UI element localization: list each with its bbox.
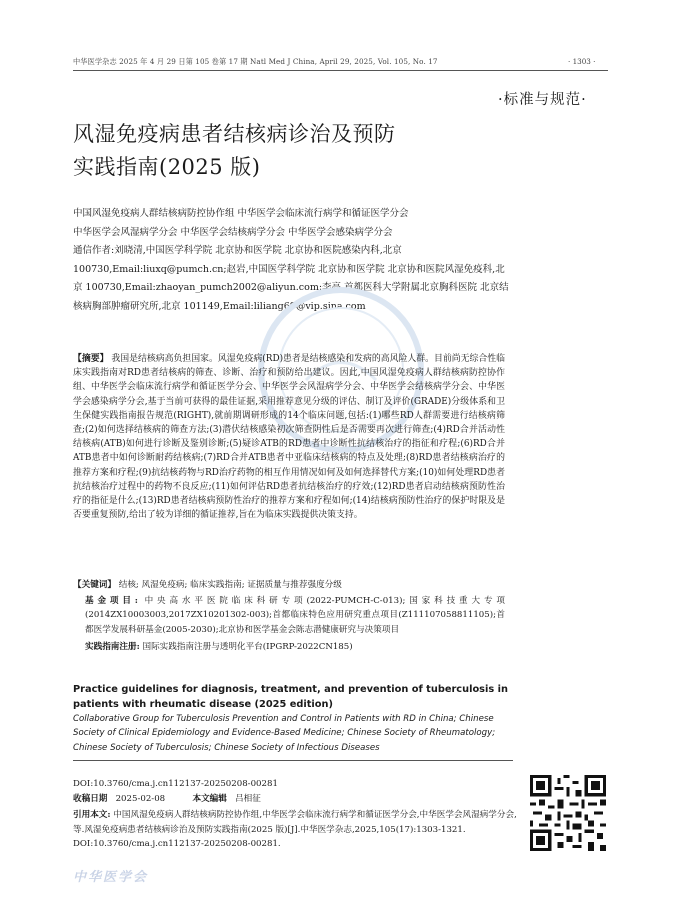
funding — [73, 594, 505, 637]
abstract — [73, 352, 505, 522]
editor-label: 本文编辑 — [192, 794, 227, 804]
header-rule — [73, 70, 608, 71]
author-groups-line-1: 中国风湿免疫病人群结核病防控协作组 中华医学会临床流行病学和循证医学分会 — [73, 208, 409, 219]
funding-label: 基金项目: — [85, 596, 138, 606]
registration-text: 国际实践指南注册与透明化平台(IPGRP-2022CN185) — [142, 642, 353, 652]
running-header: 中华医学杂志 2025 年 4 月 29 日第 105 卷第 17 期 Natl Med J China, April 29, 2025, Vol. 105, No. 17 — [73, 57, 438, 66]
article-title-line-1: 风湿免疫病患者结核病诊治及预防 — [73, 122, 396, 146]
keywords-label: 【关键词】 — [73, 580, 116, 590]
keywords — [73, 578, 505, 592]
english-authors: Collaborative Group for Tuberculosis Prevention and Control in Patients with RD in China; Chinese Society of Clinical Epidemiology and Evidence-Based Medicine; Chinese Society of Rheumatology; Chinese Society of Tuberculosis; Chinese Society of Infectious Diseases — [73, 714, 496, 753]
citation-text: 中国风湿免疫病人群结核病防控协作组,中华医学会临床流行病学和循证医学分会,中华医学会风湿病学分会,等.风湿免疫病患者结核病诊治及预防实践指南(2025 版)[J].中华医学杂志,2025,105(17):1303-1321. DOI:10.3760/cma.j.cn112137-20250208-00281. — [73, 810, 517, 850]
publisher-watermark-logo: 中华医学会 — [73, 870, 149, 885]
correspondence: 通信作者:刘晓清,中国医学科学院 北京协和医学院 北京协和医院感染内科,北京 100730,Email:liuxq@pumch.cn;赵岩,中国医学科学院 北京协和医学院 北京协和医院风湿免疫科,北京 100730,Email:zhaoyan_pumch2002@aliyun.com;李亮,首都医科大学附属北京胸科医院 北京结核病胸部肿瘤研究所,北京 101149,Email:liliang69@vip.sina.com — [73, 245, 509, 312]
registration — [73, 640, 505, 654]
received-label: 收稿日期 — [73, 794, 108, 804]
keywords-text: 结核; 风湿免疫病; 临床实践指南; 证据质量与推荐强度分级 — [118, 580, 342, 590]
received-line — [73, 792, 533, 807]
footer-rule — [73, 760, 513, 761]
author-groups-line-2: 中华医学会风湿病学分会 中华医学会结核病学分会 中华医学会感染病学分会 — [73, 226, 393, 238]
abstract-text: 我国是结核病高负担国家。风湿免疫病(RD)患者是结核感染和发病的高风险人群。目前尚无综合性临床实践指南对RD患者结核病的筛查、诊断、治疗和预防给出建议。因此,中国风湿免疫病人群结核病防控协作组、中华医学会临床流行病学和循证医学分会、中华医学会风湿病学分会、中华医学会结核病学分会、中华医学会感染病学分会,基于当前可获得的最佳证据,采用推荐意见分级的评估、制订及评价(GRADE)分级体系和卫生保健实践指南报告规范(RIGHT),就前期调研形成的14个临床问题,包括:(1)哪些RD人群需要进行结核病筛查;(2)如何选择结核病的筛查方法;(3)潜伏结核感染初次筛查阴性后是否需要再次进行筛查;(4)RD合并活动性结核病(ATB)如何进行诊断及鉴别诊断;(5)疑诊ATB的RD患者中诊断性抗结核治疗的指征和疗程;(6)RD合并ATB患者中如何诊断耐药结核病;(7)RD合并ATB患者中亚临床结核病的特点及处理;(8)RD患者结核病治疗的推荐方案和疗程;(9)抗结核药物与RD治疗药物的相互作用情况如何及如何选择替代方案;(10)如何处理RD患者抗结核治疗过程中的药物不良反应;(11)如何评估RD患者抗结核治疗的疗效;(12)RD患者启动结核病预防性治疗的指征是什么;(13)RD患者结核病预防性治疗的推荐方案和疗程如何;(14)结核病预防性治疗的保护时限及是否要重复预防,给出了较为详细的循证推荐,旨在为临床实践提供决策支持。 — [73, 354, 506, 521]
doi[interactable]: DOI:10.3760/cma.j.cn112137-20250208-00281 — [73, 779, 278, 789]
abstract-label: 【摘要】 — [73, 354, 109, 364]
editor-name: 吕相征 — [235, 794, 261, 804]
article-title-line-2: 实践指南(2025 版) — [73, 155, 261, 179]
section-label: ·标准与规范· — [498, 92, 587, 108]
qr-code-icon[interactable] — [530, 775, 606, 851]
citation — [73, 808, 523, 852]
english-title: Practice guidelines for diagnosis, treatment, and prevention of tuberculosis in patients with rheumatic disease (2025 edition) — [73, 684, 508, 710]
registration-label: 实践指南注册: — [85, 642, 140, 652]
funding-text: 中央高水平医院临床科研专项(2022-PUMCH-C-013);国家科技重大专项(2014ZX10003003,2017ZX10201302-003);首都临床特色应用研究重点项目(Z111107058811105);首都医学发展科研基金(2005-2030);北京协和医学基金会陈志潜健康研究与决策项目 — [85, 596, 505, 635]
received-date: 2025-02-08 — [115, 794, 166, 804]
citation-label: 引用本文: — [73, 810, 111, 820]
page-number: · 1303 · — [568, 57, 596, 66]
